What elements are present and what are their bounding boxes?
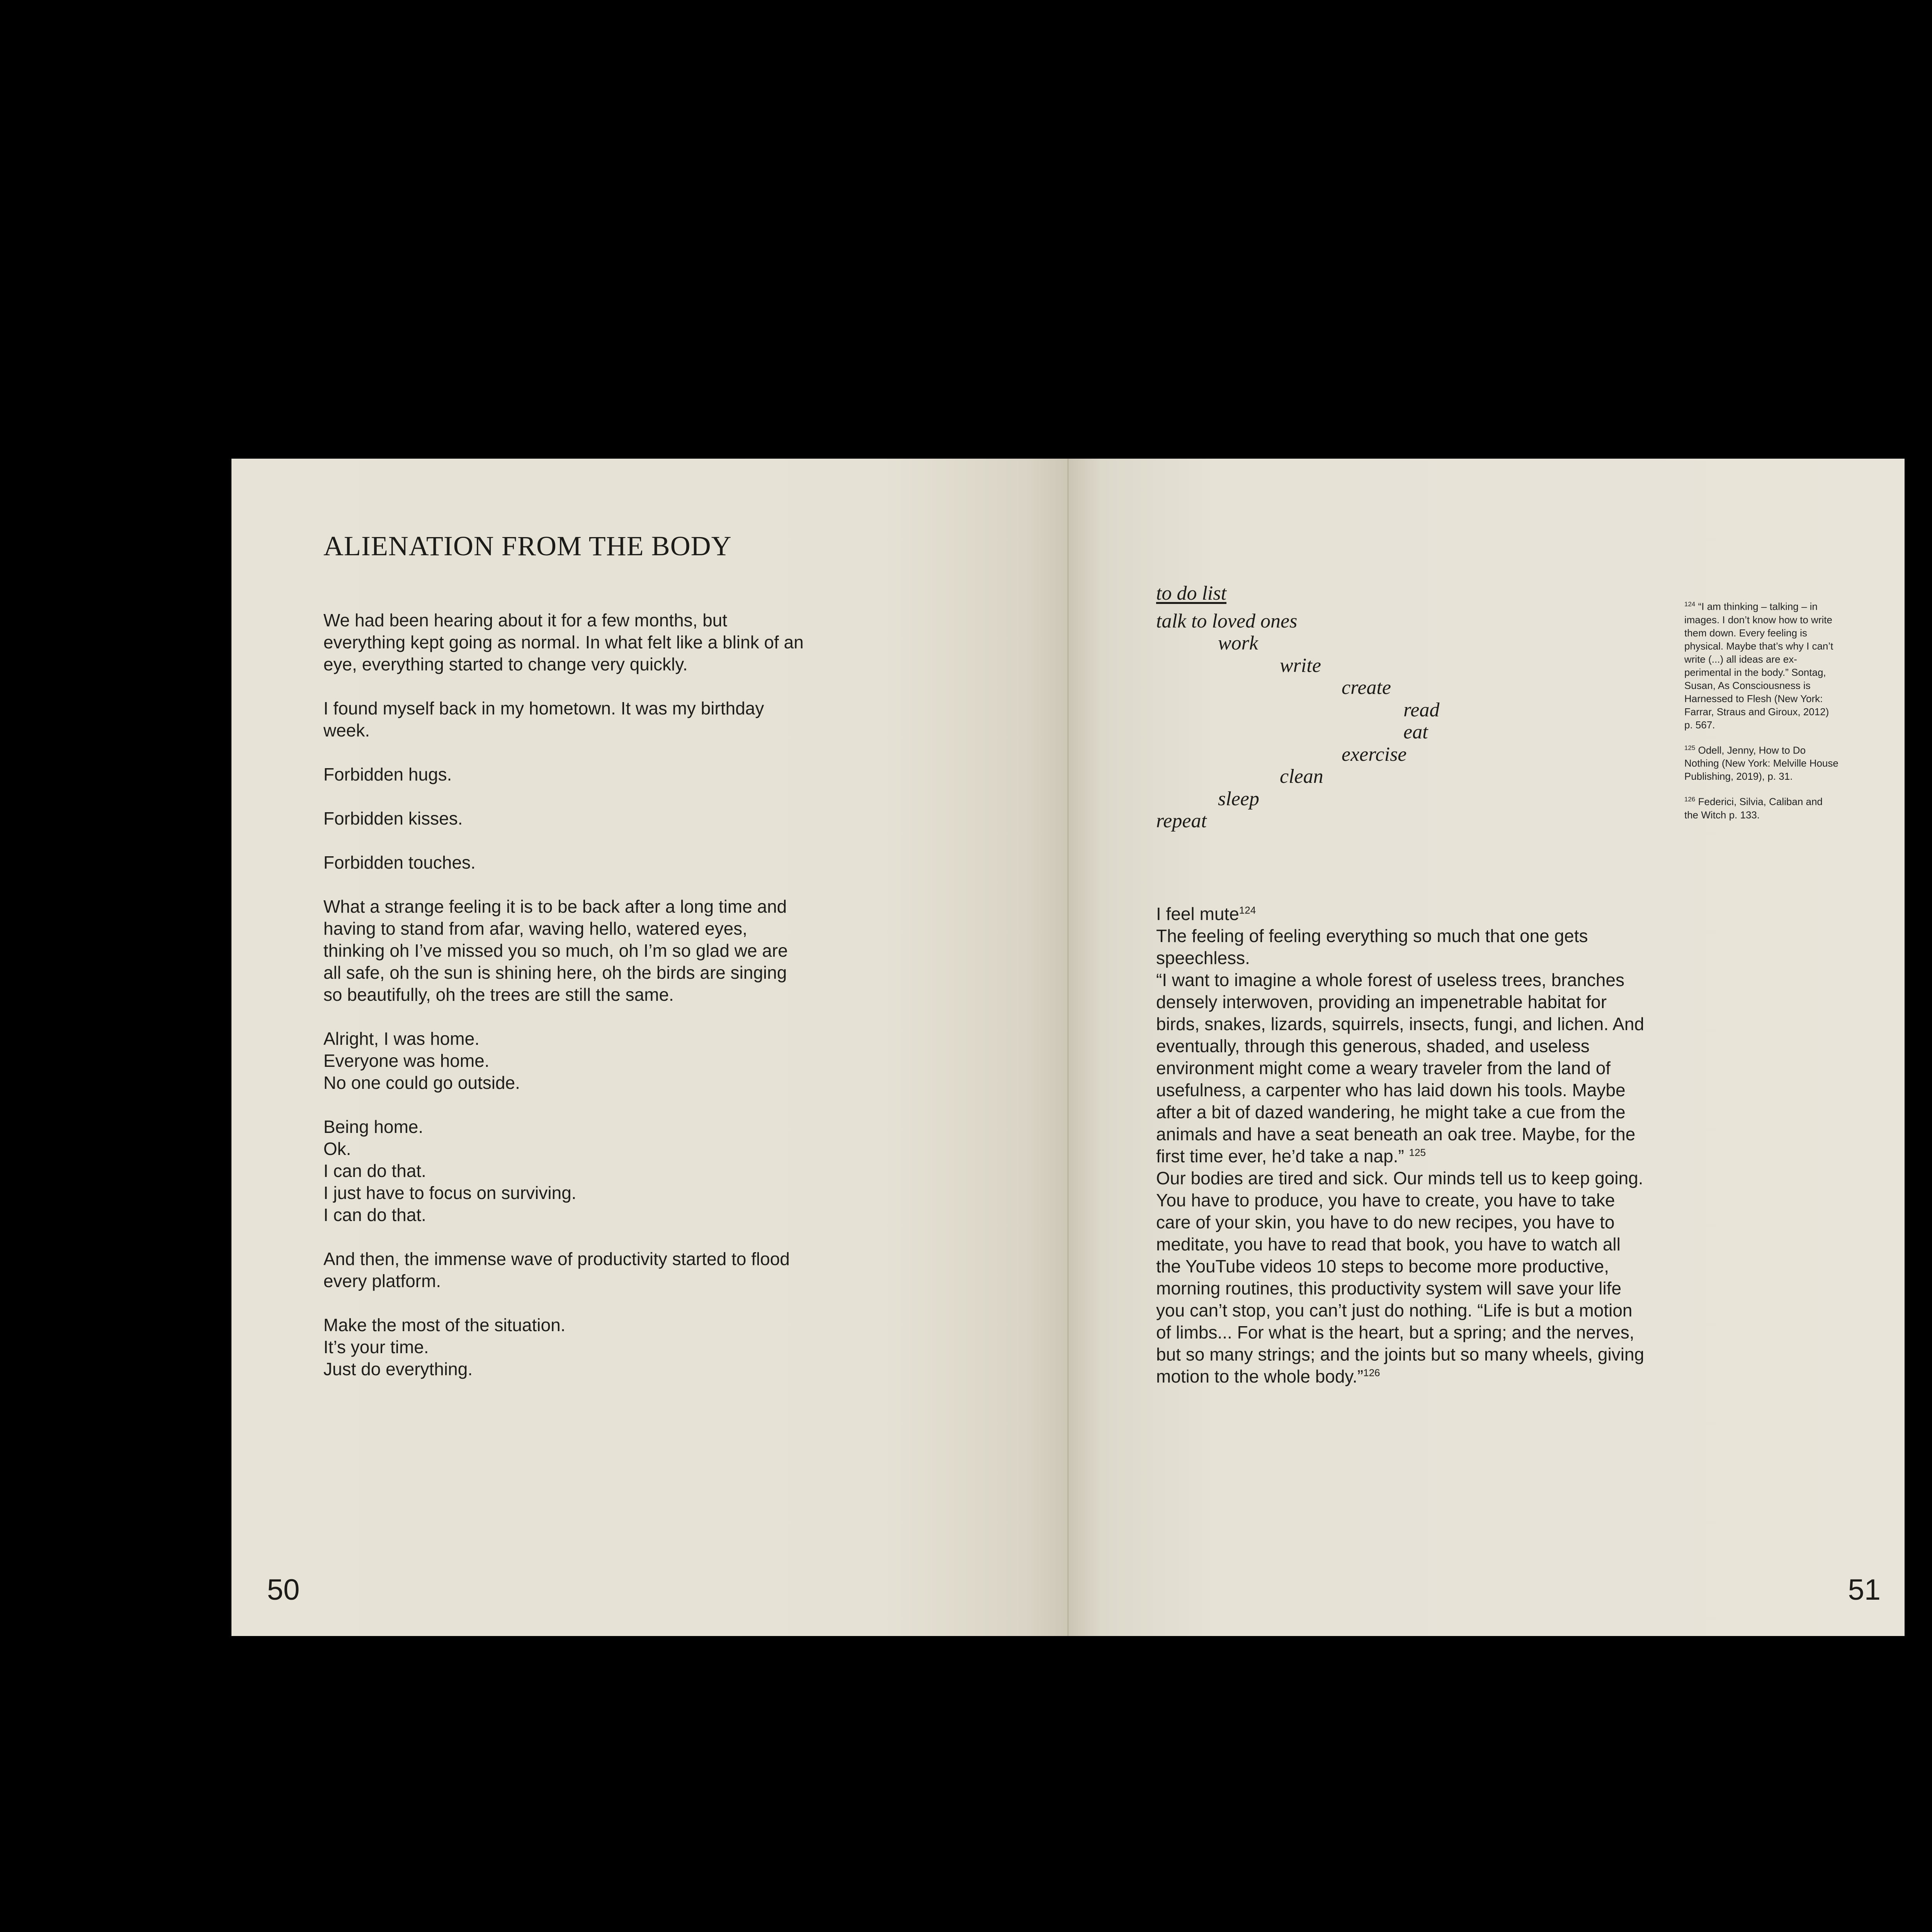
mute-paragraph [1156,903,1647,969]
footnotes [1684,598,1839,832]
chapter-title: ALIENATION FROM THE BODY [323,531,732,561]
todo-item: repeat [1156,810,1207,832]
right-body-text [1156,903,1647,1388]
paragraph: Being home. Ok. I can do that. I just have to focus on surviving. I can do that. [323,1117,577,1225]
paragraph: And then, the immense wave of productivity started to flood every platform. [323,1249,790,1291]
book-spread [231,459,1905,1636]
page-number-left: 50 [267,1573,300,1606]
closing-text: Our bodies are tired and sick. Our minds tell us to keep going. You have to produce, you have to create, you have to take care of your skin, you have to do new recipes, you have to meditate, you have to read that book, you have to watch all the YouTube videos 10 steps to become more productive, morning routines, this productivity system will save your life you can’t stop, you can’t just do nothing. “Life is but a motion of limbs... For what is the heart, but a spring; and the nerves, but so many strings; and the joints but so many wheels, giving motion to the whole body.” [1156,1168,1645,1386]
paragraph: Forbidden hugs. [323,764,452,784]
mute-line: I feel mute [1156,904,1239,924]
book-spine [1067,459,1069,1636]
todo-item: eat [1403,721,1428,743]
footnote-number: 125 [1684,744,1696,752]
todo-item: talk to loved ones [1156,610,1298,632]
closing-paragraph [1156,1167,1647,1388]
paragraph: We had been hearing about it for a few months, but everything kept going as normal. In what felt like a blink of an eye, everything started to change very quickly. [323,610,804,674]
footnote-number: 124 [1684,600,1696,608]
todo-item: create [1342,677,1391,699]
left-page [231,459,1068,1636]
todo-heading: to do list [1156,582,1227,604]
footnote-ref: 124 [1239,904,1256,916]
footnote-text: Odell, Jenny, How to Do Nothing (New York: Melville House Publishing, 2019), p. 31. [1684,744,1838,782]
footnote-ref: 126 [1363,1367,1380,1379]
quote-text: “I want to imagine a whole forest of useless trees, branches densely interwoven, providing an impenetrable habitat for birds, snakes, lizards, squirrels, insects, fungi, and lichen. And eventually, through this generous, shaded, and useless environment might come a weary traveler from the land of usefulness, a carpenter who has laid down his tools. Maybe after a bit of dazed wandering, he might take a cue from the animals and have a seat beneath an oak tree. Maybe, for the first time ever, he’d take a nap.” [1156,970,1645,1166]
mute-follow: The feeling of feeling everything so much that one gets speechless. [1156,926,1588,968]
todo-item: clean [1280,765,1323,787]
todo-item: read [1403,699,1440,721]
right-page [1068,459,1905,1636]
todo-item: exercise [1342,743,1407,765]
paragraph: Alright, I was home. Everyone was home. No one could go outside. [323,1029,520,1093]
footnote [1684,742,1839,783]
footnote-text: Federici, Silvia, Caliban and the Witch p. 133. [1684,796,1823,821]
paragraph: I found myself back in my hometown. It was my birthday week. [323,698,764,740]
page-number-right: 51 [1848,1573,1881,1606]
todo-item: sleep [1218,788,1259,810]
footnote [1684,793,1839,821]
paragraph: Forbidden kisses. [323,808,463,828]
footnote-ref: 125 [1409,1146,1426,1158]
footnote [1684,598,1839,731]
footnote-text: “I am thinking – talking – in images. I don’t know how to write them down. Every feeling is physical. Maybe that’s why I can’t write (...) all ideas are experimental in the body.” Sontag, Susan, As Consciousness is Harnessed to Flesh (New York: Farrar, Straus and Giroux, 2012) p. 567. [1684,600,1833,731]
todo-item: write [1280,655,1321,677]
todo-item: work [1218,632,1258,654]
footnote-number: 126 [1684,796,1696,803]
paragraph: Forbidden touches. [323,852,476,872]
block-quote [1156,969,1647,1167]
left-body-text [323,609,810,1402]
paragraph: Make the most of the situation. It’s your time. Just do everything. [323,1315,566,1379]
paragraph: What a strange feeling it is to be back after a long time and having to stand from afar, waving hello, watered eyes, thinking oh I’ve missed you so much, oh I’m so glad we are all safe, oh the sun is shining here, oh the birds are singing so beautifully, oh the trees are still the same. [323,896,788,1005]
